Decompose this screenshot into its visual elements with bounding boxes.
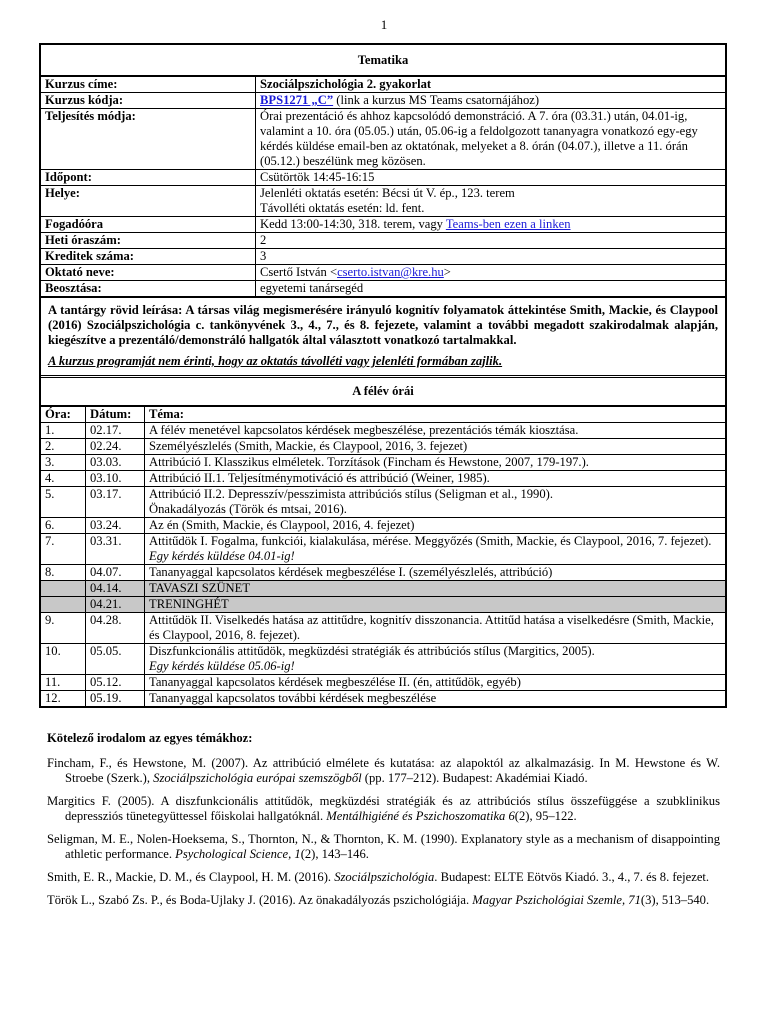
lesson-number: 9. [41, 613, 86, 644]
schedule-row [41, 691, 725, 707]
reference-entry [47, 893, 720, 908]
instructor-email-link[interactable]: cserto.istvan@kre.hu [337, 265, 444, 279]
ref-details: (2), 95–122. [514, 809, 577, 823]
ref-source: Szociálpszichológia [334, 870, 435, 884]
ref-source: Psychological Science, 1 [175, 847, 301, 861]
lesson-number: 3. [41, 455, 86, 471]
info-key: Időpont: [41, 170, 256, 186]
topic-text: Attitűdök II. Viselkedés hatása az attitűdre, kognitív disszonancia. Attitűd hatása a viselkedésre (Smith, Mackie, és Claypool, 2016, 8. fejezet). [149, 613, 714, 642]
topic-text-second: Önakadályozás (Török és mtsai, 2016). [149, 502, 347, 516]
info-key: Helye: [41, 186, 256, 217]
semester-title: A félév órái [41, 378, 725, 406]
lesson-date: 02.17. [86, 423, 145, 439]
location-value [256, 186, 726, 217]
ref-details: (2), 143–146. [300, 847, 369, 861]
document-title: Tematika [41, 45, 725, 76]
lesson-topic [145, 423, 726, 439]
ref-details: (pp. 177–212). Budapest: Akadémiai Kiadó. [361, 771, 588, 785]
lesson-topic [145, 439, 726, 455]
schedule-row [41, 487, 725, 518]
info-row [41, 93, 725, 109]
info-key: Kurzus címe: [41, 77, 256, 93]
lesson-number [41, 581, 86, 597]
course-title-value: Szociálpszichológia 2. gyakorlat [256, 77, 726, 93]
info-key: Beosztása: [41, 281, 256, 297]
lesson-topic [145, 675, 726, 691]
course-code-link[interactable]: BPS1271 „C” [260, 93, 334, 107]
schedule-row [41, 439, 725, 455]
topic-text: Tananyaggal kapcsolatos kérdések megbeszélése II. (én, attitűdök, egyéb) [149, 675, 521, 689]
schedule-row [41, 613, 725, 644]
lesson-number: 8. [41, 565, 86, 581]
topic-text: TRENINGHÉT [149, 597, 229, 611]
completion-value: Órai prezentáció és ahhoz kapcsolódó demonstráció. A 7. óra (03.31.) után, 04.01-ig, valamint a 10. óra (05.05.) után, 05.06-ig a feldolgozott tananyagra vonatkozó egy-egy kérdés küldése email-ben az oktatónak, melyeket a 8. órán (04.07.), illetve a 11. órán (05.12.) beszélünk meg közösen. [256, 109, 726, 170]
reference-entry [47, 794, 720, 824]
weekly-hours-value: 2 [256, 233, 726, 249]
info-row [41, 249, 725, 265]
instructor-value [256, 265, 726, 281]
lesson-number: 7. [41, 534, 86, 565]
ref-details: . Budapest: ELTE Eötvös Kiadó. 3., 4., 7. és 8. fejezet. [434, 870, 710, 884]
lesson-number: 6. [41, 518, 86, 534]
course-code-value [256, 93, 726, 109]
lesson-topic [145, 644, 726, 675]
lesson-number: 1. [41, 423, 86, 439]
lesson-date: 03.03. [86, 455, 145, 471]
ref-text: Török L., Szabó Zs. P., és Boda-Ujlaky J. (2016). Az önakadályozás pszichológiája. [47, 893, 473, 907]
instructor-email-close: > [443, 265, 451, 279]
lesson-date: 03.31. [86, 534, 145, 565]
schedule-header-row [41, 407, 725, 423]
lesson-date: 04.07. [86, 565, 145, 581]
topic-text: A félév menetével kapcsolatos kérdések megbeszélése, prezentációs témák kiosztása. [149, 423, 579, 437]
info-key: Teljesítés módja: [41, 109, 256, 170]
lesson-topic [145, 691, 726, 707]
teams-link[interactable]: Teams-ben ezen a linken [445, 217, 571, 231]
schedule-row [41, 534, 725, 565]
lesson-number: 5. [41, 487, 86, 518]
description-note: A kurzus programját nem érinti, hogy az oktatás távolléti vagy jelenléti formában zajlik. [48, 354, 503, 368]
info-row [41, 186, 725, 217]
topic-text: Személyészlelés (Smith, Mackie, és Claypool, 2016, 3. fejezet) [149, 439, 468, 453]
lesson-topic [145, 597, 726, 613]
course-description [41, 297, 725, 375]
topic-text: Diszfunkcionális attitűdök, megküzdési stratégiák és attribúciós stílus (Margitics, 2005). [149, 644, 595, 658]
lesson-topic [145, 581, 726, 597]
credits-value: 3 [256, 249, 726, 265]
info-key: Oktató neve: [41, 265, 256, 281]
schedule-row [41, 471, 725, 487]
ref-source: Magyar Pszichológiai Szemle, 71 [472, 893, 641, 907]
lesson-date: 02.24. [86, 439, 145, 455]
header-tema: Téma: [145, 407, 726, 423]
lesson-date: 03.17. [86, 487, 145, 518]
topic-text: Az én (Smith, Mackie, és Claypool, 2016, 4. fejezet) [149, 518, 415, 532]
lesson-topic [145, 565, 726, 581]
schedule-row [41, 565, 725, 581]
ref-text: Margitics F. (2005). A diszfunkcionális attitűdök, megküzdési stratégiák és az attribúciós stílus összefüggése a szubklinikus depressziós tünetegyüttessel főiskolai hallgatóknál. [47, 794, 720, 823]
info-key: Fogadóóra [41, 217, 256, 233]
position-value: egyetemi tanársegéd [256, 281, 726, 297]
ref-details: (3), 513–540. [640, 893, 710, 907]
lesson-date: 04.21. [86, 597, 145, 613]
lesson-number: 12. [41, 691, 86, 707]
lesson-date: 05.19. [86, 691, 145, 707]
ref-source: Mentálhigiéné és Pszichoszomatika 6 [326, 809, 515, 823]
office-hours-value [256, 217, 726, 233]
office-hours-text: Kedd 13:00-14:30, 318. terem, vagy [260, 217, 446, 231]
course-info-table [41, 76, 725, 297]
topic-text: Attitűdök I. Fogalma, funkciói, kialakulása, mérése. Meggyőzés (Smith, Mackie, és Claypool, 2016, 7. fejezet). [149, 534, 712, 548]
lesson-topic [145, 534, 726, 565]
header-ora: Óra: [41, 407, 86, 423]
location-onsite: Jelenléti oktatás esetén: Bécsi út V. ép., 123. terem [260, 186, 515, 200]
references-section [47, 731, 720, 916]
reference-entry [47, 832, 720, 862]
topic-text: Tananyaggal kapcsolatos további kérdések megbeszélése [149, 691, 437, 705]
topic-deadline: Egy kérdés küldése 05.06-ig! [149, 659, 295, 673]
schedule-row [41, 644, 725, 675]
info-row [41, 109, 725, 170]
info-row [41, 217, 725, 233]
description-text: A tantárgy rövid leírása: A társas világ megismerésére irányuló kognitív folyamatok áttekintése Smith, Mackie, és Claypool (2016) Szociálpszichológia c. tankönyvének 3., 4., 7., és 8. fejezete, valamint a további megadott szakirodalmak alapján, kiegészítve a prezentáló/demonstráló hallgatók által választott vonatkozó tartalmakkal. [48, 303, 718, 347]
syllabus-frame [39, 43, 727, 708]
schedule-row [41, 518, 725, 534]
instructor-name: Csertő István < [260, 265, 338, 279]
topic-text: Attribúció I. Klasszikus elméletek. Torzítások (Fincham és Hewstone, 2007, 179-197.). [149, 455, 589, 469]
lesson-topic [145, 487, 726, 518]
lesson-topic [145, 455, 726, 471]
lesson-date: 03.10. [86, 471, 145, 487]
info-key: Kurzus kódja: [41, 93, 256, 109]
topic-text: Tananyaggal kapcsolatos kérdések megbeszélése I. (személyészlelés, attribúció) [149, 565, 553, 579]
ref-text: Seligman, M. E., Nolen-Hoeksema, S., Thornton, N., & Thornton, K. M. (1990). Explanatory style as a mechanism of disappointing athletic performance. [47, 832, 720, 861]
lesson-number: 2. [41, 439, 86, 455]
info-row [41, 233, 725, 249]
schedule-row [41, 597, 725, 613]
info-row [41, 281, 725, 297]
page-number: 1 [380, 17, 388, 32]
lesson-topic [145, 471, 726, 487]
topic-text: Attribúció II.1. Teljesítménymotiváció és attribúció (Weiner, 1985). [149, 471, 490, 485]
lesson-number: 11. [41, 675, 86, 691]
info-row [41, 170, 725, 186]
topic-text: Attribúció II.2. Depresszív/pesszimista attribúciós stílus (Seligman et al., 1990). [149, 487, 553, 501]
lesson-date: 04.28. [86, 613, 145, 644]
references-list [47, 756, 720, 908]
reference-entry [47, 756, 720, 786]
lesson-number [41, 597, 86, 613]
schedule-row [41, 675, 725, 691]
lesson-topic [145, 518, 726, 534]
info-key: Heti óraszám: [41, 233, 256, 249]
course-code-suffix: (link a kurzus MS Teams csatornájához) [333, 93, 540, 107]
lesson-number: 10. [41, 644, 86, 675]
schedule-row [41, 423, 725, 439]
ref-text: Smith, E. R., Mackie, D. M., és Claypool, H. M. (2016). [47, 870, 335, 884]
ref-source: Szociálpszichológia európai szemszögből [153, 771, 362, 785]
info-row [41, 77, 725, 93]
lesson-date: 05.12. [86, 675, 145, 691]
topic-text: TAVASZI SZÜNET [149, 581, 251, 595]
lesson-date: 04.14. [86, 581, 145, 597]
time-value: Csütörtök 14:45-16:15 [256, 170, 726, 186]
reference-entry [47, 870, 720, 885]
references-title: Kötelező irodalom az egyes témákhoz: [47, 731, 253, 745]
ref-text: Fincham, F., és Hewstone, M. (2007). Az attribúció elmélete és kutatása: az alapoktól az alkalmazásig. In M. Hewstone és W. Stroebe (Szerk.), [47, 756, 720, 785]
header-datum: Dátum: [86, 407, 145, 423]
info-row [41, 265, 725, 281]
lesson-number: 4. [41, 471, 86, 487]
info-key: Kreditek száma: [41, 249, 256, 265]
topic-deadline: Egy kérdés küldése 04.01-ig! [149, 549, 295, 563]
schedule-row [41, 455, 725, 471]
schedule-row [41, 581, 725, 597]
lesson-date: 05.05. [86, 644, 145, 675]
schedule-table [41, 406, 725, 706]
lesson-date: 03.24. [86, 518, 145, 534]
lesson-topic [145, 613, 726, 644]
location-remote: Távolléti oktatás esetén: ld. fent. [260, 201, 425, 215]
